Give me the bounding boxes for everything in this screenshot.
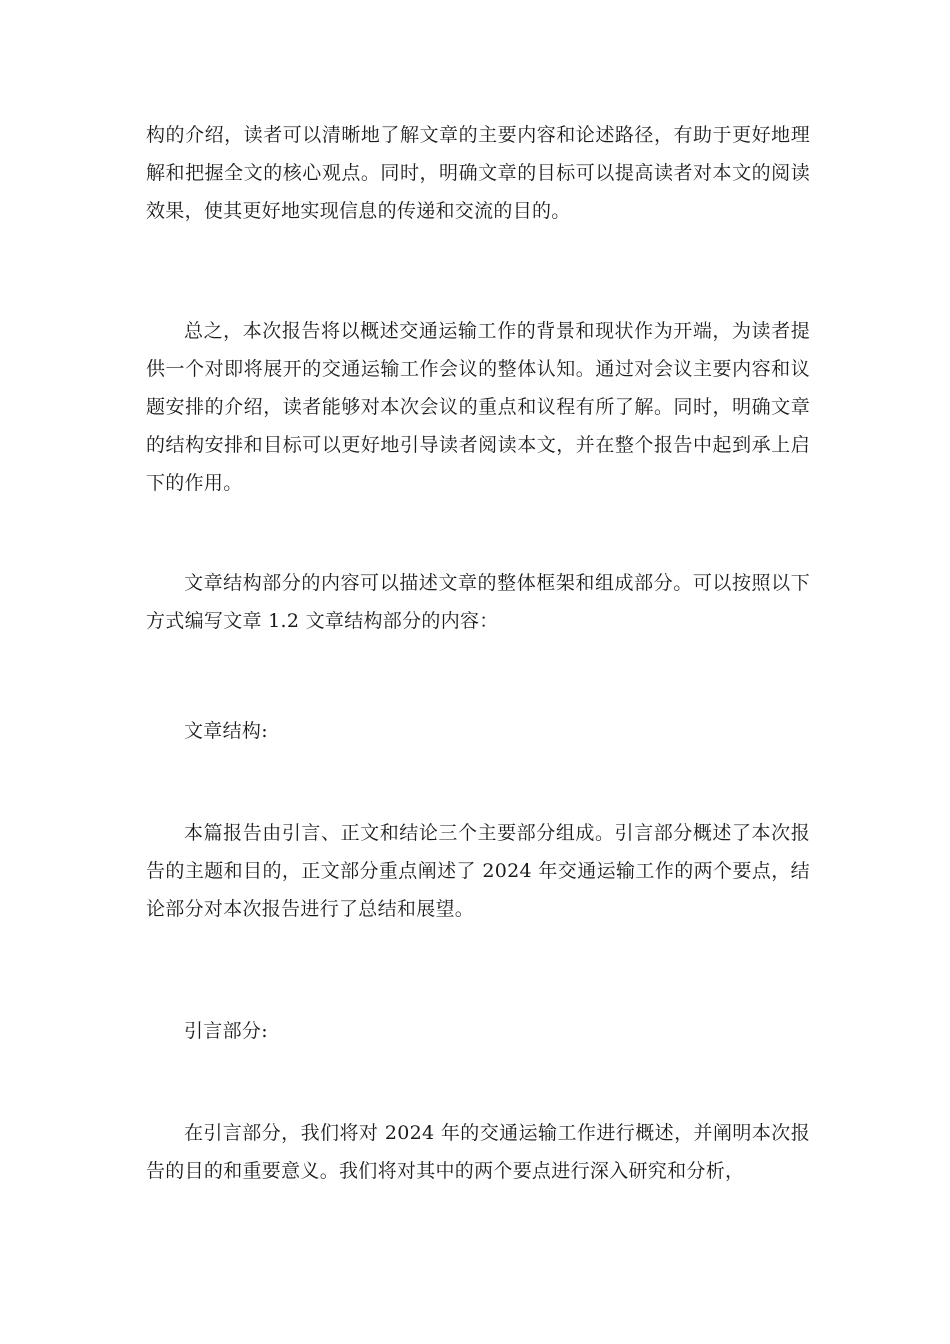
heading-article-structure: 文章结构: (184, 720, 268, 742)
paragraph-summary: 总之，本次报告将以概述交通运输工作的背景和现状作为开端，为读者提供一个对即将展开的交通运输工作会议的整体认知。通过对会议主要内容和议题安排的介绍，读者能够对本次会议的重点和议程有所了解。同时，明确文章的结构安排和目标可以更好地引导读者阅读本文，并在整个报告中起到承上启下的作用。 (146, 320, 810, 494)
heading-introduction-section: 引言部分: (184, 1020, 268, 1042)
paragraph-introduction-content: 在引言部分，我们将对 2024 年的交通运输工作进行概述，并阐明本次报告的目的和重要意义。我们将对其中的两个要点进行深入研究和分析， (146, 1122, 810, 1182)
paragraph-structure-intro: 文章结构部分的内容可以描述文章的整体框架和组成部分。可以按照以下方式编写文章 1.2 文章结构部分的内容： (146, 572, 810, 632)
paragraph-continuation: 构的介绍，读者可以清晰地了解文章的主要内容和论述路径，有助于更好地理解和把握全文的核心观点。同时，明确文章的目标可以提高读者对本文的阅读效果，使其更好地实现信息的传递和交流的目的。 (146, 124, 810, 222)
paragraph-report-composition: 本篇报告由引言、正文和结论三个主要部分组成。引言部分概述了本次报告的主题和目的，正文部分重点阐述了 2024 年交通运输工作的两个要点，结论部分对本次报告进行了总结和展望。 (146, 822, 810, 920)
